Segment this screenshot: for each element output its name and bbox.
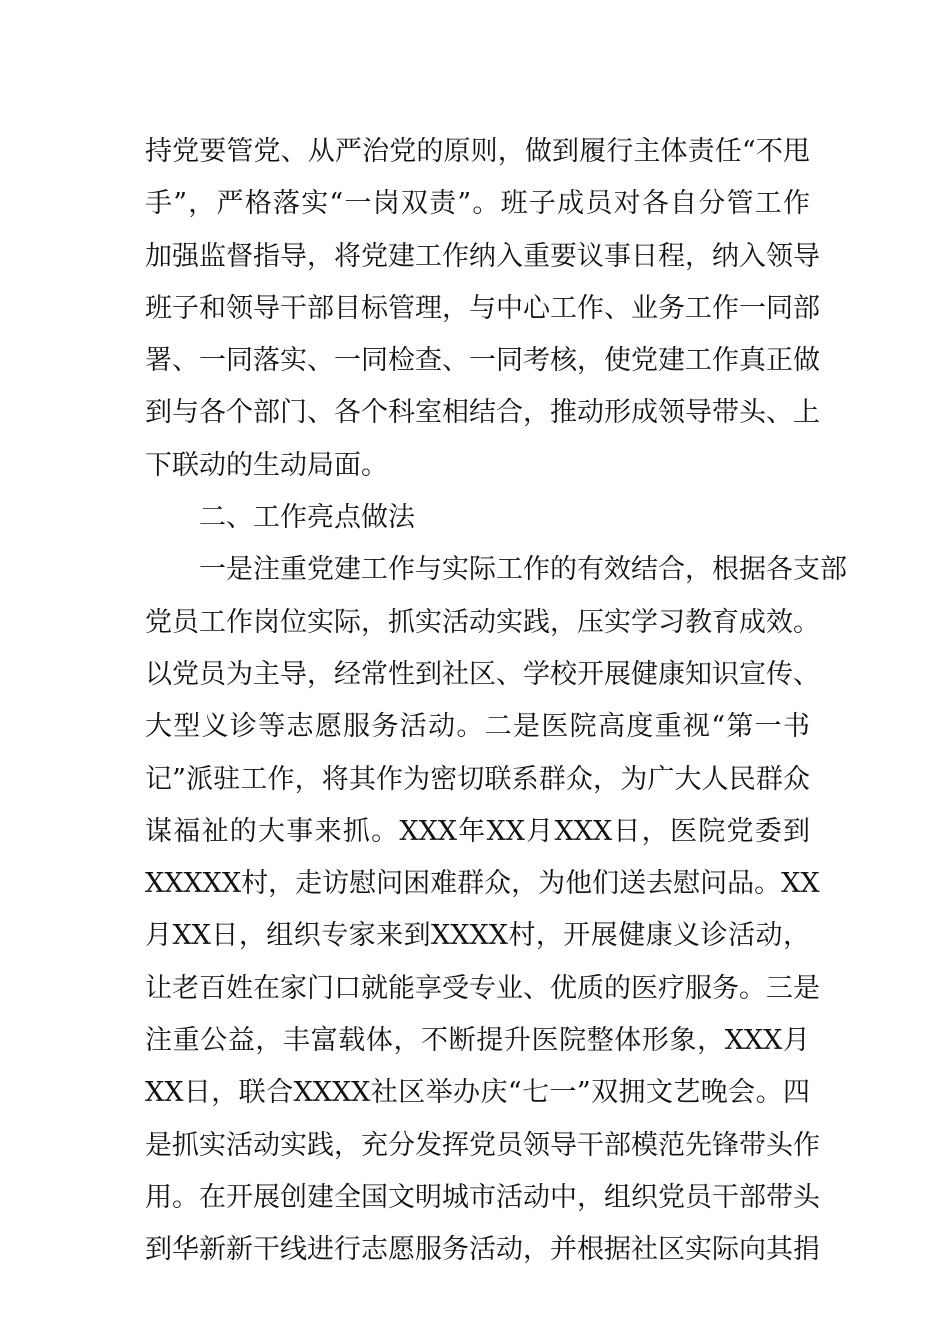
text-line: 一是注重党建工作与实际工作的有效结合，根据各支部	[145, 554, 847, 586]
text-line: 谋福祉的大事来抓。XXX年XX月XXX日，医院党委到	[145, 815, 810, 847]
text-line: 到与各个部门、各个科室相结合，推动形成领导带头、上	[145, 397, 820, 429]
text-line: 是抓实活动实践，充分发挥党员领导干部模范先锋带头作	[145, 1129, 820, 1161]
text-line: 记”派驻工作，将其作为密切联系群众，为广大人民群众	[145, 763, 810, 795]
text-line: 以党员为主导，经常性到社区、学校开展健康知识宣传、	[145, 658, 820, 690]
text-line: 班子和领导干部目标管理，与中心工作、业务工作一同部	[145, 292, 820, 324]
text-line: 大型义诊等志愿服务活动。二是医院高度重视“第一书	[145, 711, 810, 743]
text-line: 到华新新干线进行志愿服务活动，并根据社区实际向其捐	[145, 1234, 820, 1266]
text-line: 下联动的生动局面。	[145, 449, 388, 481]
section-heading: 二、工作亮点做法	[145, 502, 415, 534]
text-line: 月XX日，组织专家来到XXXX村，开展健康义诊活动，	[145, 920, 810, 952]
text-line: 注重公益，丰富载体，不断提升医院整体形象，XXX月	[145, 1025, 810, 1057]
document-body	[145, 126, 847, 1277]
text-line: 让老百姓在家门口就能享受专业、优质的医疗服务。三是	[145, 972, 820, 1004]
text-line: XXXXX村，走访慰问困难群众，为他们送去慰问品。XX	[145, 868, 820, 900]
text-line: 持党要管党、从严治党的原则，做到履行主体责任“不甩	[145, 136, 810, 167]
text-line: 用。在开展创建全国文明城市活动中，组织党员干部带头	[145, 1181, 820, 1213]
text-line: 手”，严格落实“一岗双责”。班子成员对各自分管工作	[145, 188, 810, 220]
text-line: 党员工作岗位实际，抓实活动实践，压实学习教育成效。	[145, 606, 820, 638]
text-line: 署、一同落实、一同检查、一同考核，使党建工作真正做	[145, 345, 820, 377]
text-line: XX日，联合XXXX社区举办庆“七一”双拥文艺晚会。四	[145, 1077, 810, 1109]
text-line: 加强监督指导，将党建工作纳入重要议事日程，纳入领导	[145, 240, 820, 272]
